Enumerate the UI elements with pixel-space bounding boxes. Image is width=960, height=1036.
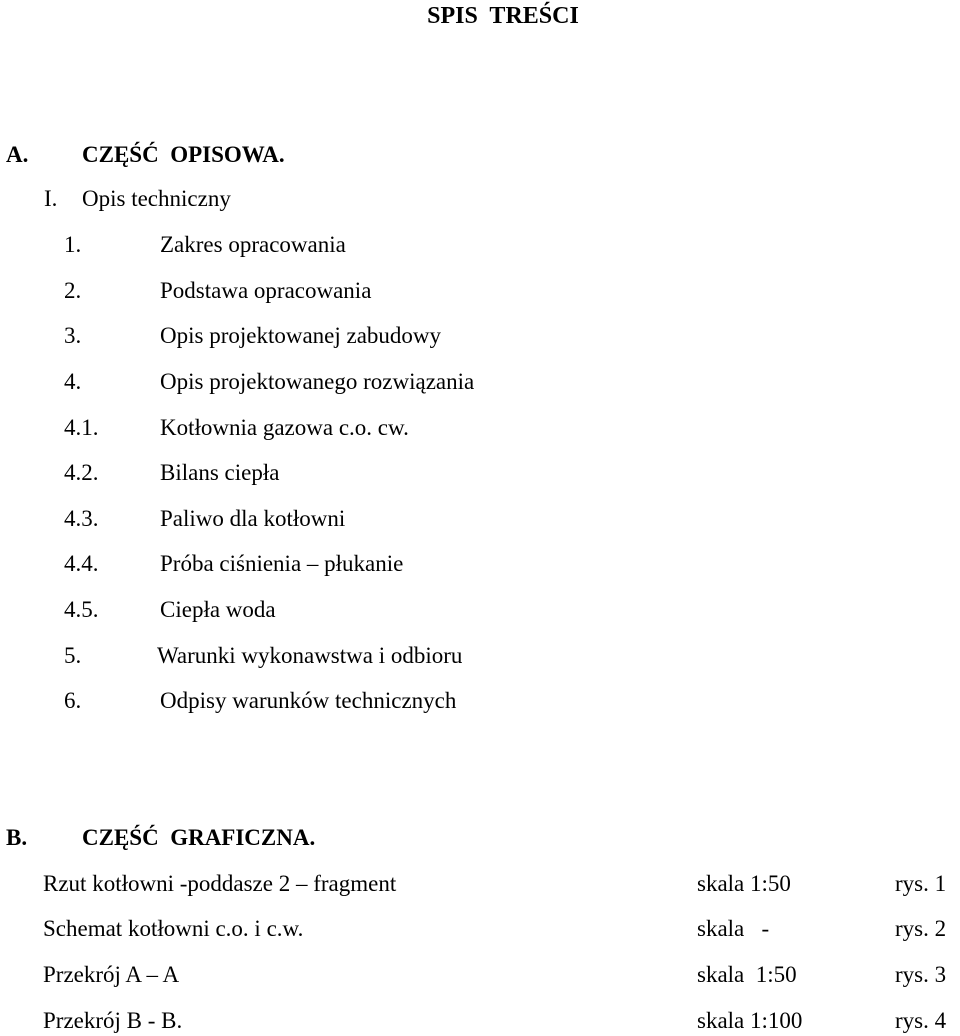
toc-item-number: 2. — [64, 278, 82, 303]
toc-item-label: Bilans ciepła — [160, 460, 280, 485]
toc-item-number: 4.5. — [64, 597, 99, 622]
document-title: SPIS TREŚCI — [427, 3, 579, 29]
toc-item-label: Odpisy warunków technicznych — [160, 688, 457, 713]
toc-item-label: Próba ciśnienia – płukanie — [160, 551, 404, 576]
drawing-scale: skala - — [697, 916, 770, 941]
toc-item-label: Zakres opracowania — [160, 232, 346, 257]
drawing-name: Schemat kotłowni c.o. i c.w. — [43, 916, 304, 941]
drawing-name: Przekrój B - B. — [43, 1008, 183, 1033]
toc-item-label: Opis projektowanej zabudowy — [160, 323, 442, 348]
drawing-scale: skala 1:50 — [697, 962, 797, 987]
drawing-ref: rys. 2 — [895, 916, 947, 941]
section-b-heading: CZĘŚĆ GRAFICZNA. — [82, 825, 316, 850]
toc-item-label: Podstawa opracowania — [160, 278, 372, 303]
toc-item-number: 4.3. — [64, 506, 99, 531]
toc-item-label: Ciepła woda — [160, 597, 276, 622]
drawing-scale: skala 1:100 — [697, 1008, 803, 1033]
drawing-name: Rzut kotłowni -poddasze 2 – fragment — [43, 871, 397, 896]
drawing-ref: rys. 3 — [895, 962, 947, 987]
section-a-letter: A. — [6, 142, 29, 167]
toc-item-label: Kotłownia gazowa c.o. cw. — [160, 415, 409, 440]
toc-item-number: 6. — [64, 688, 82, 713]
toc-item-number: 4.4. — [64, 551, 99, 576]
toc-item-number: 4.2. — [64, 460, 99, 485]
drawing-ref: rys. 1 — [895, 871, 947, 896]
toc-item-label: Opis projektowanego rozwiązania — [160, 369, 475, 394]
toc-item-number: 5. — [64, 643, 82, 668]
section-a-heading: CZĘŚĆ OPISOWA. — [82, 142, 285, 167]
drawing-scale: skala 1:50 — [697, 871, 791, 896]
part-i-numeral: I. — [44, 186, 58, 211]
toc-item-number: 1. — [64, 232, 82, 257]
toc-item-number: 4. — [64, 369, 82, 394]
toc-item-number: 4.1. — [64, 415, 99, 440]
section-b-letter: B. — [6, 825, 28, 850]
part-i-label: Opis techniczny — [82, 186, 231, 211]
toc-item-number: 3. — [64, 323, 82, 348]
drawing-ref: rys. 4 — [895, 1008, 947, 1033]
toc-item-label: Paliwo dla kotłowni — [160, 506, 346, 531]
drawing-name: Przekrój A – A — [43, 962, 180, 987]
toc-item-label: Warunki wykonawstwa i odbioru — [157, 643, 463, 668]
